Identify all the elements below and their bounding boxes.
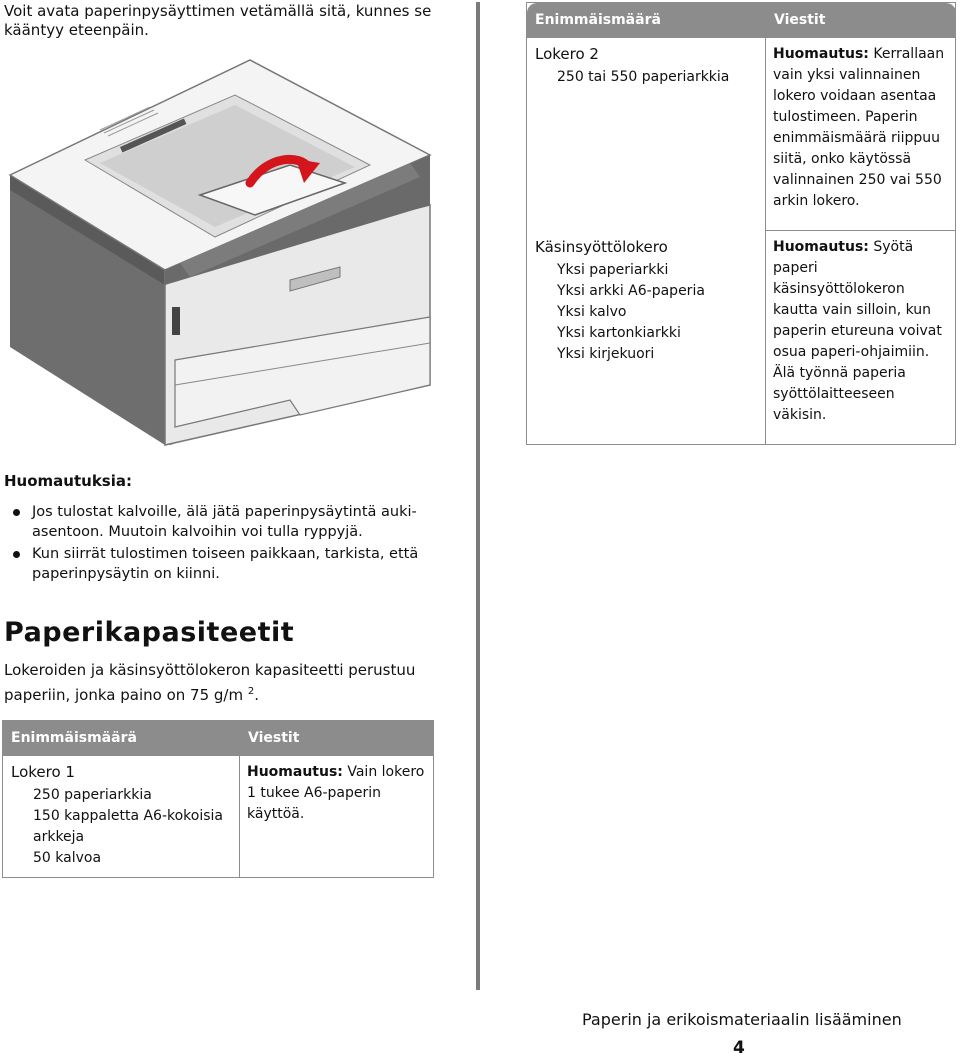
bullet-icon: [13, 509, 20, 516]
notes-title: Huomautuksia:: [4, 472, 132, 490]
note-label: Huomautus:: [773, 239, 869, 255]
table-header-max: Enimmäismäärä: [3, 721, 240, 756]
printer-illustration: [0, 55, 440, 455]
list-item: Jos tulostat kalvoille, älä jätä paperinpysäytintä auki-asentoon. Muutoin kalvoihin voi tulla ryppyjä.: [4, 502, 444, 542]
footer-title: Paperin ja erikoismateriaalin lisääminen: [582, 1010, 902, 1029]
note-text: Syötä paperi käsinsyöttölokeron kautta vain silloin, kun paperin etureuna voivat osua paperi-ohjaimiin. Älä työnnä paperia syöttölaitteeseen väkisin.: [773, 239, 942, 423]
note-label: Huomautus:: [247, 764, 343, 780]
capacity-line: 150 kappaletta A6-kokoisia arkkeja: [33, 808, 224, 845]
note-cell: [766, 38, 956, 231]
note-cell: [766, 231, 956, 445]
capacity-line: 50 kalvoa: [33, 850, 102, 866]
capacity-table-top: [526, 2, 956, 445]
page-number: 4: [733, 1038, 745, 1058]
note-cell: [240, 756, 434, 878]
note-label: Huomautus:: [773, 46, 869, 62]
column-divider: [476, 2, 480, 990]
table-header-notes: Viestit: [240, 721, 434, 756]
tray-title: Lokero 1: [11, 763, 75, 781]
note-text: Kerrallaan vain yksi valinnainen lokero voidaan asentaa tulostimeen. Paperin enimmäismäärä riippuu siitä, onko käytössä valinnainen 250 vai 550 arkin lokero.: [773, 46, 945, 209]
table-header-notes: Viestit: [766, 3, 956, 38]
capacity-line: Yksi paperiarkki: [557, 261, 669, 278]
tray-title: Käsinsyöttölokero: [535, 237, 668, 256]
bullet-icon: [13, 551, 20, 558]
capacity-line: Yksi kalvo: [557, 303, 627, 320]
table-row: [527, 38, 956, 231]
tray-title: Lokero 2: [535, 45, 599, 63]
table-row: [527, 231, 956, 445]
note-text: Vain lokero 1 tukee A6-paperin käyttöä.: [247, 764, 425, 822]
section-paragraph: Lokeroiden ja käsinsyöttölokeron kapasiteetti perustuu paperiin, jonka paino on 75 g/m $^2$.: [4, 661, 416, 704]
capacity-line: Yksi arkki A6-paperia: [557, 282, 705, 299]
section-heading: Paperikapasiteetit: [4, 617, 295, 648]
capacity-table-bottom: [2, 720, 434, 878]
notes-block: [4, 472, 444, 586]
table-row: [3, 756, 434, 878]
capacity-line: 250 tai 550 paperiarkkia: [557, 69, 730, 85]
list-item: Kun siirrät tulostimen toiseen paikkaan, tarkista, että paperinpysäytin on kiinni.: [4, 544, 444, 584]
capacity-line: Yksi kartonkiarkki: [557, 324, 681, 341]
capacity-line: 250 paperiarkkia: [33, 787, 152, 803]
intro-text: Voit avata paperinpysäyttimen vetämällä sitä, kunnes se kääntyy eteenpäin.: [4, 2, 432, 39]
capacity-line: Yksi kirjekuori: [557, 345, 655, 362]
table-header-max: Enimmäismäärä: [527, 3, 766, 38]
